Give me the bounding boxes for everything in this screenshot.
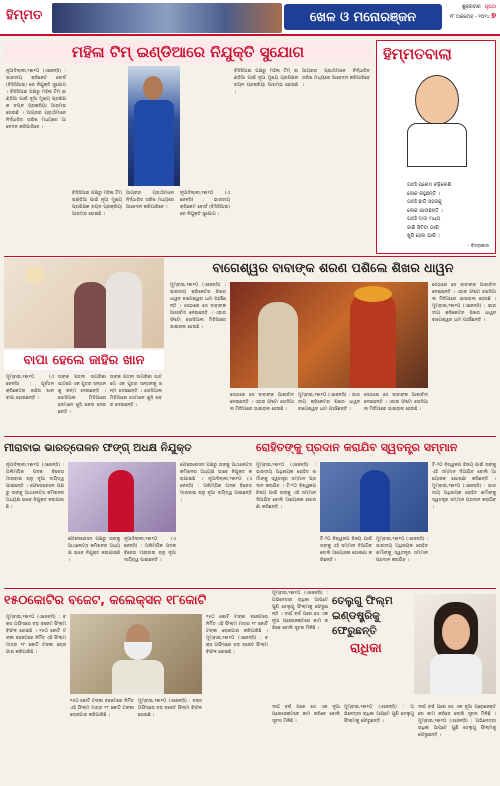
budget-col1 bbox=[6, 614, 66, 782]
mirabai-headline: ମୀରାବାଇ ଭାରତ୍ତୋଳନ ଫଙ୍ଗ୍ ଅଧକ୍ଷ ନିଯୁକ୍ତ bbox=[4, 441, 192, 454]
radhika-face bbox=[442, 614, 470, 650]
masthead-meta bbox=[446, 4, 496, 32]
cartoon bbox=[397, 71, 477, 171]
mirabai-col4-text: ଫେଡେରେସନ ପକ୍ଷରୁ ତାଙ୍କୁ ଆଥଲେଟ୍ସ କମିଶନର ଅଧ୍ୟକ୍ଷ ଭାବେ ନିଯୁକ୍ତ କରାଯାଇଛି । bbox=[180, 463, 252, 482]
divider bbox=[4, 256, 496, 257]
athlete-figure bbox=[108, 470, 134, 532]
baba-col2 bbox=[58, 374, 106, 430]
telugu-col3-text: ଦୀର୍ଘ ବର୍ଷ ପରେ ସେ ଏକ ନୂଆ ପ୍ରୋଜେକ୍ଟରେ କାମ କରିବେ ବୋଲି ସୂଚନା ମିଳିଛି । bbox=[418, 705, 496, 717]
telugu-col2 bbox=[344, 704, 414, 782]
turban bbox=[354, 286, 392, 302]
women-team-col2-text: ବିସିସିଆଇ ପକ୍ଷରୁ ମହିଳା ଟିମ୍ ଇଣ୍ଡିଆ ପାଇଁ ନୂଆ ମୁଖ୍ୟ ପ୍ରଶିକ୍ଷକ ଚୟନ ପ୍ରକ୍ରିୟା ଆରମ୍ଭ ହୋଇଛି । bbox=[72, 191, 122, 217]
person-woman bbox=[74, 282, 108, 348]
women-team-headline: ମହିଳା ଟିମ୍ ଇଣ୍ଡିଆରେ ନିଯୁକ୍ତି ସୁଯୋଗ bbox=[71, 43, 305, 61]
poem-line: ଖୁସି ହେଲ ଭାରି । bbox=[407, 233, 440, 239]
telugu-col2-text: ମୁମ୍ବାଇ,୧୭ା୧୦ (ଏଜେନ୍ସି) : ଅଭିନେତ୍ରୀ ରାଧିକା ଆପ୍ଟେ ପୁଣି ତେଲୁଗୁ ଫିଲ୍ମକୁ ଫେରୁଛନ୍ତି । bbox=[344, 705, 414, 724]
section-title: ଖେଳ ଓ ମନୋରଞ୍ଜନ bbox=[309, 9, 417, 25]
baba-dateline: ମୁମ୍ବାଇ,୧୭ା୧୦ (ଏଜେନ୍ସି) : ପୂର୍ବତନ କ୍ରିକେଟର ଜାହିର ଖାନ ବାପା ହୋଇଛନ୍ତି । bbox=[6, 375, 54, 401]
budget-col4-text-2: ମୁମ୍ବାଇ,୧୭ା୧୦ (ଏଜେନ୍ସି) : ବକ୍ସ ଅଫିସରେ ବଡ଼ ବଜେଟ ଫିଲ୍ମ ବିଫଳ ହୋଇଛି । bbox=[206, 636, 268, 655]
bageshwar-col2 bbox=[230, 392, 294, 432]
bageshwar-col5 bbox=[432, 282, 496, 432]
baba-col1 bbox=[6, 374, 54, 430]
divider bbox=[4, 588, 496, 589]
budget-headline: ୧୫୦କୋଟିର ବଜେଟ, କଲେକ୍ସନ ୧୮କୋଟି bbox=[4, 592, 207, 607]
rohit-col3-text: ମୁମ୍ବାଇ,୧୭ା୧୦ (ଏଜେନ୍ସି) : ଭାରତୀୟ ଅଧିନାୟକ ରୋହିତ ଶର୍ମାଙ୍କୁ ସ୍ୱତନ୍ତ୍ର ସମ୍ମାନ ପ୍ରଦାନ କରାଯିବ । bbox=[376, 537, 428, 563]
telugu-col0 bbox=[272, 590, 328, 700]
telugu-col3 bbox=[418, 704, 496, 782]
budget-col4-text: ୧୫୦ କୋଟି ଟଙ୍କା ବଜେଟରେ ନିର୍ମିତ ଏହି ଫିଲ୍ମ ମାତ୍ର ୧୮ କୋଟି ଟଙ୍କା ରୋଜଗାର କରିପାରିଛି । bbox=[206, 615, 268, 634]
rohit-body: ଟି-୨୦ ବିଶ୍ୱକପ ବିଜୟ ପାଇଁ ତାଙ୍କୁ ଏହି ସମ୍ମାନ ଦିଆଯିବ ବୋଲି ଆୟୋଜକ ଘୋଷଣା କରିଛନ୍ତି । bbox=[256, 484, 316, 510]
poem-line: ଜାଣି ସିଟିଟା ଭାରି bbox=[407, 224, 439, 231]
section-banner bbox=[284, 4, 442, 30]
page-label: ପୃଷ୍ଠା bbox=[484, 5, 496, 10]
cartoon-face bbox=[415, 75, 459, 125]
poem-line: ଲୋକ ଯାଉଛନ୍ତି । bbox=[407, 207, 443, 214]
logo-text: ହିମ୍ମତ bbox=[6, 8, 43, 23]
women-team-body2: ଆଗ୍ରହୀ ପ୍ରାର୍ଥୀମାନେ ନିର୍ଦ୍ଧାରିତ ତାରିଖ ମଧ୍ୟରେ ଆବେଦନ କରିପାରିବେ । bbox=[6, 111, 66, 130]
telugu-col1 bbox=[272, 704, 340, 782]
rohit-col4-text: ଟି-୨୦ ବିଶ୍ୱକପ ବିଜୟ ପାଇଁ ତାଙ୍କୁ ଏହି ସମ୍ମାନ ଦିଆଯିବ ବୋଲି ଆୟୋଜକ ଘୋଷଣା କରିଛନ୍ତି । bbox=[432, 463, 496, 482]
women-team-body1: ବିସିସିଆଇ ପକ୍ଷରୁ ମହିଳା ଟିମ୍ ଇଣ୍ଡିଆ ପାଇଁ ନୂଆ ମୁଖ୍ୟ ପ୍ରଶିକ୍ଷକ ଚୟନ ପ୍ରକ୍ରିୟା ଆରମ୍ଭ ହୋଇଛି । bbox=[6, 90, 66, 116]
women-team-col4 bbox=[180, 190, 230, 250]
radhika-photo bbox=[414, 594, 496, 694]
bageshwar-col4 bbox=[364, 392, 428, 432]
bageshwar-col3-text: ମୁମ୍ବାଇ,୧୭ା୧୦ (ଏଜେନ୍ସି) : ଭାରତୀୟ କ୍ରିକେଟର ଶିଖର ଧାୱନ ବାଗେଶ୍ୱର ଧାମ ପହଞ୍ଚିଛନ୍ତି । bbox=[298, 393, 360, 412]
women-team-col5 bbox=[234, 68, 298, 248]
rohit-photo bbox=[320, 462, 428, 532]
telugu-headline-box bbox=[332, 594, 414, 684]
telugu-col1-text: ଦୀର୍ଘ ବର୍ଷ ପରେ ସେ ଏକ ନୂଆ ପ୍ରୋଜେକ୍ଟରେ କାମ କରିବେ ବୋଲି ସୂଚନା ମିଳିଛି । bbox=[272, 705, 340, 724]
mirabai-dateline: ନୂଆଦିଲ୍ଲୀ,୧୭ା୧୦ (ଏଜେନ୍ସି) : ଅଲିମ୍ପିକ ପଦକ ବିଜେତା ମୀରାବାଇ ଚାନୁ ନୂଆ ଦାୟିତ୍ୱ ପାଇଛନ୍ତି । bbox=[6, 463, 64, 489]
poem-line: ଗାଆଁ ଛାଡି ସହରକୁ bbox=[407, 199, 442, 205]
women-team-dateline: ନୂଆଦିଲ୍ଲୀ,୧୭ା୧୦ (ଏଜେନ୍ସି) : ଭାରତୀୟ କ୍ରିକେଟ ବୋର୍ଡ (ବିସିସିଆଇ) ରେ ନିଯୁକ୍ତି ସୁଯୋଗ । bbox=[6, 69, 66, 95]
women-team-col3-text: ଆଗ୍ରହୀ ପ୍ରାର୍ଥୀମାନେ ନିର୍ଦ୍ଧାରିତ ତାରିଖ ମଧ୍ୟରେ ଆବେଦନ କରିପାରିବେ । bbox=[126, 191, 174, 210]
rohit-figure bbox=[360, 470, 390, 532]
actor-body bbox=[112, 660, 164, 694]
baba-col3 bbox=[110, 374, 162, 430]
women-team-col6-text: ଆଗ୍ରହୀ ପ୍ରାର୍ଥୀମାନେ ନିର୍ଦ୍ଧାରିତ ତାରିଖ ମଧ୍ୟରେ ଆବେଦନ କରିପାରିବେ । bbox=[302, 69, 370, 88]
radhika-body bbox=[430, 654, 482, 694]
telugu-headline-line: ଇଣ୍ଡଷ୍ଟ୍ରିକୁ bbox=[332, 610, 380, 622]
person-man bbox=[106, 272, 142, 348]
dhawan-figure bbox=[258, 302, 298, 388]
mirabai-col3 bbox=[124, 536, 176, 584]
himmatbala-poem bbox=[407, 181, 493, 241]
baba-body: ତାଙ୍କ ପତ୍ନୀ ସାଗରିକା ଘାଟଗେ ଏକ ପୁତ୍ର ସନ୍ତାନକୁ ଜନ୍ମ ଦେଇଛନ୍ତି । ସୋସିଆଲ ମିଡିଆରେ ସେମାନେ ଖୁସି ଖବର ଦେଇଛନ୍ତି । bbox=[58, 375, 106, 415]
telugu-col0-text: ମୁମ୍ବାଇ,୧୭ା୧୦ (ଏଜେନ୍ସି) : ଅଭିନେତ୍ରୀ ରାଧିକା ଆପ୍ଟେ ପୁଣି ତେଲୁଗୁ ଫିଲ୍ମକୁ ଫେରୁଛନ୍ତି । bbox=[272, 591, 328, 617]
rohit-headline: ରୋହିତଙ୍କୁ ପ୍ରଦାନ କରାଯିବ ସ୍ୱତନ୍ତ୍ର ସମ୍ମାନ bbox=[256, 441, 458, 454]
baba-figure bbox=[350, 292, 396, 388]
poem-line: ଗାଆଁ ପ୍ରେମ ବଢ଼ିଲେଣି bbox=[407, 182, 452, 188]
telugu-col0-text-2: ଦୀର୍ଘ ବର୍ଷ ପରେ ସେ ଏକ ନୂଆ ପ୍ରୋଜେକ୍ଟରେ କାମ କରିବେ ବୋଲି ସୂଚନା ମିଳିଛି । bbox=[272, 612, 328, 631]
himmatbala-title: ହିମ୍ମତବାଲା bbox=[383, 45, 452, 63]
budget-col3-text: ମୁମ୍ବାଇ,୧୭ା୧୦ (ଏଜେନ୍ସି) : ବକ୍ସ ଅଫିସରେ ବଡ଼ ବଜେଟ ଫିଲ୍ମ ବିଫଳ ହୋଇଛି । bbox=[138, 699, 202, 718]
budget-headline-box bbox=[4, 590, 284, 610]
date: ୧୮ ଅକ୍ଟୋବ - ୨୦୨୪ bbox=[449, 15, 490, 20]
bageshwar-body: ସେଠାରେ ସେ ବାବାଙ୍କ ଆଶୀର୍ବାଦ ନେଇଛନ୍ତି । ଏହାର ଫଟୋ ସୋସିଆଲ ମିଡିଆରେ ଭାଇରାଲ ହେଉଛି । bbox=[170, 304, 226, 330]
telugu-headline-line: ତେଲୁଗୁ ଫିଲ୍ମ bbox=[332, 595, 393, 607]
bageshwar-col3 bbox=[298, 392, 360, 432]
day: ଶୁକ୍ରବାର bbox=[461, 5, 481, 10]
player-head bbox=[143, 76, 163, 100]
mirabai-col3-text: ନୂଆଦିଲ୍ଲୀ,୧୭ା୧୦ (ଏଜେନ୍ସି) : ଅଲିମ୍ପିକ ପଦକ ବିଜେତା ମୀରାବାଇ ଚାନୁ ନୂଆ ଦାୟିତ୍ୱ ପାଇଛନ୍ତି । bbox=[124, 537, 176, 563]
baba-headline-box bbox=[4, 350, 164, 370]
mirabai-col2 bbox=[68, 536, 120, 584]
poem-line: ଲୋକ କହୁଛନ୍ତି । bbox=[407, 190, 440, 197]
bageshwar-dateline: ମୁମ୍ବାଇ,୧୭ା୧୦ (ଏଜେନ୍ସି) : ଭାରତୀୟ କ୍ରିକେଟର ଶିଖର ଧାୱନ ବାଗେଶ୍ୱର ଧାମ ପହଞ୍ଚିଛନ୍ତି । bbox=[170, 283, 226, 309]
women-team-col5-text: ବିସିସିଆଇ ପକ୍ଷରୁ ମହିଳା ଟିମ୍ ଇଣ୍ଡିଆ ପାଇଁ ନୂଆ ମୁଖ୍ୟ ପ୍ରଶିକ୍ଷକ ଚୟନ ପ୍ରକ୍ରିୟା ଆରମ୍ଭ ହୋଇଛି । bbox=[234, 69, 298, 95]
women-team-col1 bbox=[6, 68, 66, 248]
telugu-name: ରାଧିକା bbox=[350, 641, 382, 656]
mirabai-col1 bbox=[6, 462, 64, 582]
budget-col4 bbox=[206, 614, 268, 782]
mirabai-col4 bbox=[180, 462, 252, 582]
bageshwar-col1 bbox=[170, 282, 226, 432]
telugu-col3-text-2: ମୁମ୍ବାଇ,୧୭ା୧୦ (ଏଜେନ୍ସି) : ଅଭିନେତ୍ରୀ ରାଧିକା ଆପ୍ଟେ ପୁଣି ତେଲୁଗୁ ଫିଲ୍ମକୁ ଫେରୁଛନ୍ତି । bbox=[418, 719, 496, 738]
budget-col3 bbox=[138, 698, 202, 782]
cartoon-body bbox=[407, 123, 467, 167]
bageshwar-col5-text-2: ମୁମ୍ବାଇ,୧୭ା୧୦ (ଏଜେନ୍ସି) : ଭାରତୀୟ କ୍ରିକେଟର ଶିଖର ଧାୱନ ବାଗେଶ୍ୱର ଧାମ ପହଞ୍ଚିଛନ୍ତି । bbox=[432, 304, 496, 323]
budget-col2-text: ୧୫୦ କୋଟି ଟଙ୍କା ବଜେଟରେ ନିର୍ମିତ ଏହି ଫିଲ୍ମ ମାତ୍ର ୧୮ କୋଟି ଟଙ୍କା ରୋଜଗାର କରିପାରିଛି । bbox=[70, 699, 134, 718]
masthead-photo-strip bbox=[52, 3, 282, 33]
rohit-col4-text-2: ମୁମ୍ବାଇ,୧୭ା୧୦ (ଏଜେନ୍ସି) : ଭାରତୀୟ ଅଧିନାୟକ ରୋହିତ ଶର୍ମାଙ୍କୁ ସ୍ୱତନ୍ତ୍ର ସମ୍ମାନ ପ୍ରଦାନ କରାଯିବ । bbox=[432, 484, 496, 510]
women-team-col6 bbox=[302, 68, 370, 248]
page-number: ୭ bbox=[491, 11, 496, 20]
bageshwar-photo bbox=[230, 282, 428, 388]
rohit-col4 bbox=[432, 462, 496, 582]
mirabai-col4-text-2: ନୂଆଦିଲ୍ଲୀ,୧୭ା୧୦ (ଏଜେନ୍ସି) : ଅଲିମ୍ପିକ ପଦକ ବିଜେତା ମୀରାବାଇ ଚାନୁ ନୂଆ ଦାୟିତ୍ୱ ପାଇଛନ୍ତି । bbox=[180, 477, 252, 503]
poem-line: ଗାଆଁ ଦାଦା ମଧ୍ୟ bbox=[407, 216, 441, 222]
budget-body: ୧୫୦ କୋଟି ଟଙ୍କା ବଜେଟରେ ନିର୍ମିତ ଏହି ଫିଲ୍ମ ମାତ୍ର ୧୮ କୋଟି ଟଙ୍କା ରୋଜଗାର କରିପାରିଛି । bbox=[6, 629, 66, 655]
player-body bbox=[134, 100, 174, 186]
women-team-col3 bbox=[126, 190, 174, 250]
mirabai-headline-box bbox=[4, 438, 254, 458]
bageshwar-col5-text: ସେଠାରେ ସେ ବାବାଙ୍କ ଆଶୀର୍ବାଦ ନେଇଛନ୍ତି । ଏହାର ଫଟୋ ସୋସିଆଲ ମିଡିଆରେ ଭାଇରାଲ ହେଉଛି । bbox=[432, 283, 496, 302]
baba-body-2: ତାଙ୍କ ପତ୍ନୀ ସାଗରିକା ଘାଟଗେ ଏକ ପୁତ୍ର ସନ୍ତାନକୁ ଜନ୍ମ ଦେଇଛନ୍ତି । ସୋସିଆଲ ମିଡିଆରେ ସେମାନେ ଖୁସି ଖବର ଦେଇଛନ୍ତି । bbox=[110, 375, 162, 408]
masthead-logo bbox=[6, 4, 50, 30]
rohit-col3 bbox=[376, 536, 428, 584]
budget-dateline: ମୁମ୍ବାଇ,୧୭ା୧୦ (ଏଜେନ୍ସି) : ବକ୍ସ ଅଫିସରେ ବଡ଼ ବଜେଟ ଫିଲ୍ମ ବିଫଳ ହୋଇଛି । bbox=[6, 615, 66, 634]
budget-col2 bbox=[70, 698, 134, 782]
women-team-headline-box bbox=[4, 41, 372, 63]
rohit-col1 bbox=[256, 462, 316, 582]
telugu-headline-line: ଫେରୁଛନ୍ତି bbox=[332, 625, 377, 637]
actor-beard bbox=[124, 642, 152, 660]
bageshwar-headline-box bbox=[170, 258, 496, 278]
bageshwar-col2-text: ସେଠାରେ ସେ ବାବାଙ୍କ ଆଶୀର୍ବାଦ ନେଇଛନ୍ତି । ଏହାର ଫଟୋ ସୋସିଆଲ ମିଡିଆରେ ଭାଇରାଲ ହେଉଛି । bbox=[230, 393, 294, 412]
rohit-headline-box bbox=[256, 438, 496, 458]
mirabai-col2-text: ଫେଡେରେସନ ପକ୍ଷରୁ ତାଙ୍କୁ ଆଥଲେଟ୍ସ କମିଶନର ଅଧ୍ୟକ୍ଷ ଭାବେ ନିଯୁକ୍ତ କରାଯାଇଛି । bbox=[68, 537, 120, 563]
rohit-col2 bbox=[320, 536, 372, 584]
himmatbala-author: - ଚିତ୍ରାକାର bbox=[467, 244, 489, 249]
mirabai-body: ଫେଡେରେସନ ପକ୍ଷରୁ ତାଙ୍କୁ ଆଥଲେଟ୍ସ କମିଶନର ଅଧ୍ୟକ୍ଷ ଭାବେ ନିଯୁକ୍ତ କରାଯାଇଛି । bbox=[6, 484, 64, 510]
bageshwar-col4-text: ସେଠାରେ ସେ ବାବାଙ୍କ ଆଶୀର୍ବାଦ ନେଇଛନ୍ତି । ଏହାର ଫଟୋ ସୋସିଆଲ ମିଡିଆରେ ଭାଇରାଲ ହେଉଛି । bbox=[364, 393, 428, 412]
masthead bbox=[0, 0, 500, 36]
rohit-col2-text: ଟି-୨୦ ବିଶ୍ୱକପ ବିଜୟ ପାଇଁ ତାଙ୍କୁ ଏହି ସମ୍ମାନ ଦିଆଯିବ ବୋଲି ଆୟୋଜକ ଘୋଷଣା କରିଛନ୍ତି । bbox=[320, 537, 372, 563]
divider bbox=[4, 436, 496, 437]
bageshwar-headline: ବାଗେଶ୍ୱର ବାବାଙ୍କ ଶରଣ ପଶିଲେ ଶିଖର ଧାୱନ bbox=[212, 260, 454, 275]
budget-photo bbox=[70, 614, 202, 694]
mirabai-photo bbox=[68, 462, 176, 532]
zaheer-photo bbox=[4, 258, 164, 348]
women-team-col4-text: ନୂଆଦିଲ୍ଲୀ,୧୭ା୧୦ (ଏଜେନ୍ସି) : ଭାରତୀୟ କ୍ରିକେଟ ବୋର୍ଡ (ବିସିସିଆଇ) ରେ ନିଯୁକ୍ତି ସୁଯୋଗ । bbox=[180, 191, 230, 217]
baba-headline: ବାପା ହେଲେ ଜାହିର ଖାନ bbox=[23, 352, 145, 368]
rohit-dateline: ମୁମ୍ବାଇ,୧୭ା୧୦ (ଏଜେନ୍ସି) : ଭାରତୀୟ ଅଧିନାୟକ ରୋହିତ ଶର୍ମାଙ୍କୁ ସ୍ୱତନ୍ତ୍ର ସମ୍ମାନ ପ୍ରଦାନ କରାଯିବ । bbox=[256, 463, 316, 489]
lamp bbox=[26, 268, 44, 282]
women-team-photo bbox=[128, 66, 180, 186]
himmatbala-box bbox=[376, 40, 496, 254]
women-team-col2 bbox=[72, 190, 122, 250]
